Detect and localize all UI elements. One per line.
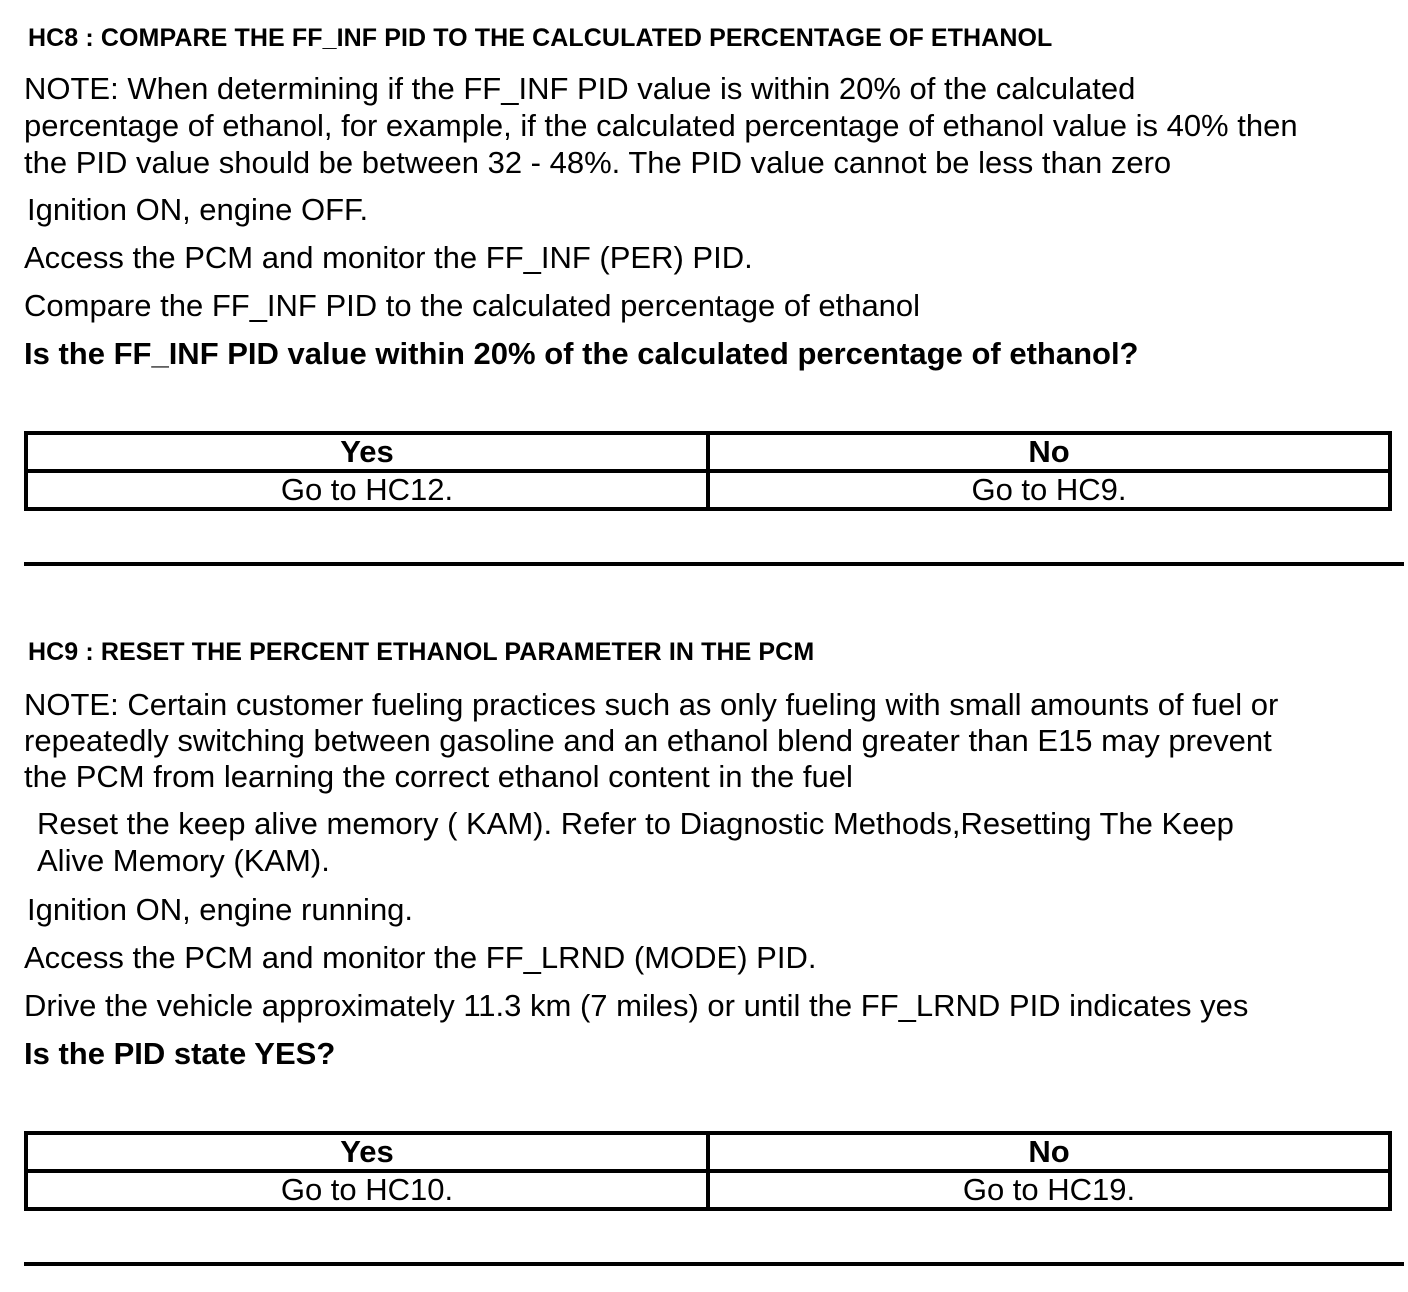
yes-header: Yes: [26, 433, 708, 471]
step-text: Reset the keep alive memory ( KAM). Refer to Diagnostic Methods,Resetting The Keep: [37, 806, 1234, 841]
yes-no-table: [24, 1131, 1392, 1211]
question-text: Is the FF_INF PID value within 20% of the calculated percentage of ethanol?: [24, 336, 1139, 371]
section-divider: [24, 562, 1404, 566]
note-line: percentage of ethanol, for example, if the calculated percentage of ethanol value is 40% then: [24, 108, 1298, 143]
step-text: Ignition ON, engine running.: [27, 892, 414, 927]
question-text: Is the PID state YES?: [24, 1036, 336, 1071]
step-text: Access the PCM and monitor the FF_LRND (MODE) PID.: [24, 940, 817, 975]
yes-no-table: [24, 431, 1392, 511]
yes-header: Yes: [26, 1133, 708, 1171]
step-text: Ignition ON, engine OFF.: [27, 192, 369, 227]
section-divider: [24, 1262, 1404, 1266]
step-text: Drive the vehicle approximately 11.3 km (7 miles) or until the FF_LRND PID indicates yes: [24, 988, 1249, 1023]
step-text: Access the PCM and monitor the FF_INF (PER) PID.: [24, 240, 753, 275]
no-action: Go to HC9.: [708, 471, 1390, 509]
step-text: Compare the FF_INF PID to the calculated percentage of ethanol: [24, 288, 921, 323]
no-header: No: [708, 433, 1390, 471]
section-heading-hc9: HC9 : RESET THE PERCENT ETHANOL PARAMETER IN THE PCM: [28, 638, 815, 666]
yes-action: Go to HC10.: [26, 1171, 708, 1209]
note-line: the PID value should be between 32 - 48%. The PID value cannot be less than zero: [24, 145, 1172, 180]
note-line: NOTE: When determining if the FF_INF PID value is within 20% of the calculated: [24, 71, 1136, 106]
no-header: No: [708, 1133, 1390, 1171]
note-line: the PCM from learning the correct ethanol content in the fuel: [24, 759, 853, 794]
note-line: NOTE: Certain customer fueling practices such as only fueling with small amounts of fuel or: [24, 687, 1279, 722]
section-heading-hc8: HC8 : COMPARE THE FF_INF PID TO THE CALCULATED PERCENTAGE OF ETHANOL: [28, 24, 1053, 52]
step-text: Alive Memory (KAM).: [37, 843, 330, 878]
yes-action: Go to HC12.: [26, 471, 708, 509]
no-action: Go to HC19.: [708, 1171, 1390, 1209]
note-line: repeatedly switching between gasoline and an ethanol blend greater than E15 may prevent: [24, 723, 1272, 758]
